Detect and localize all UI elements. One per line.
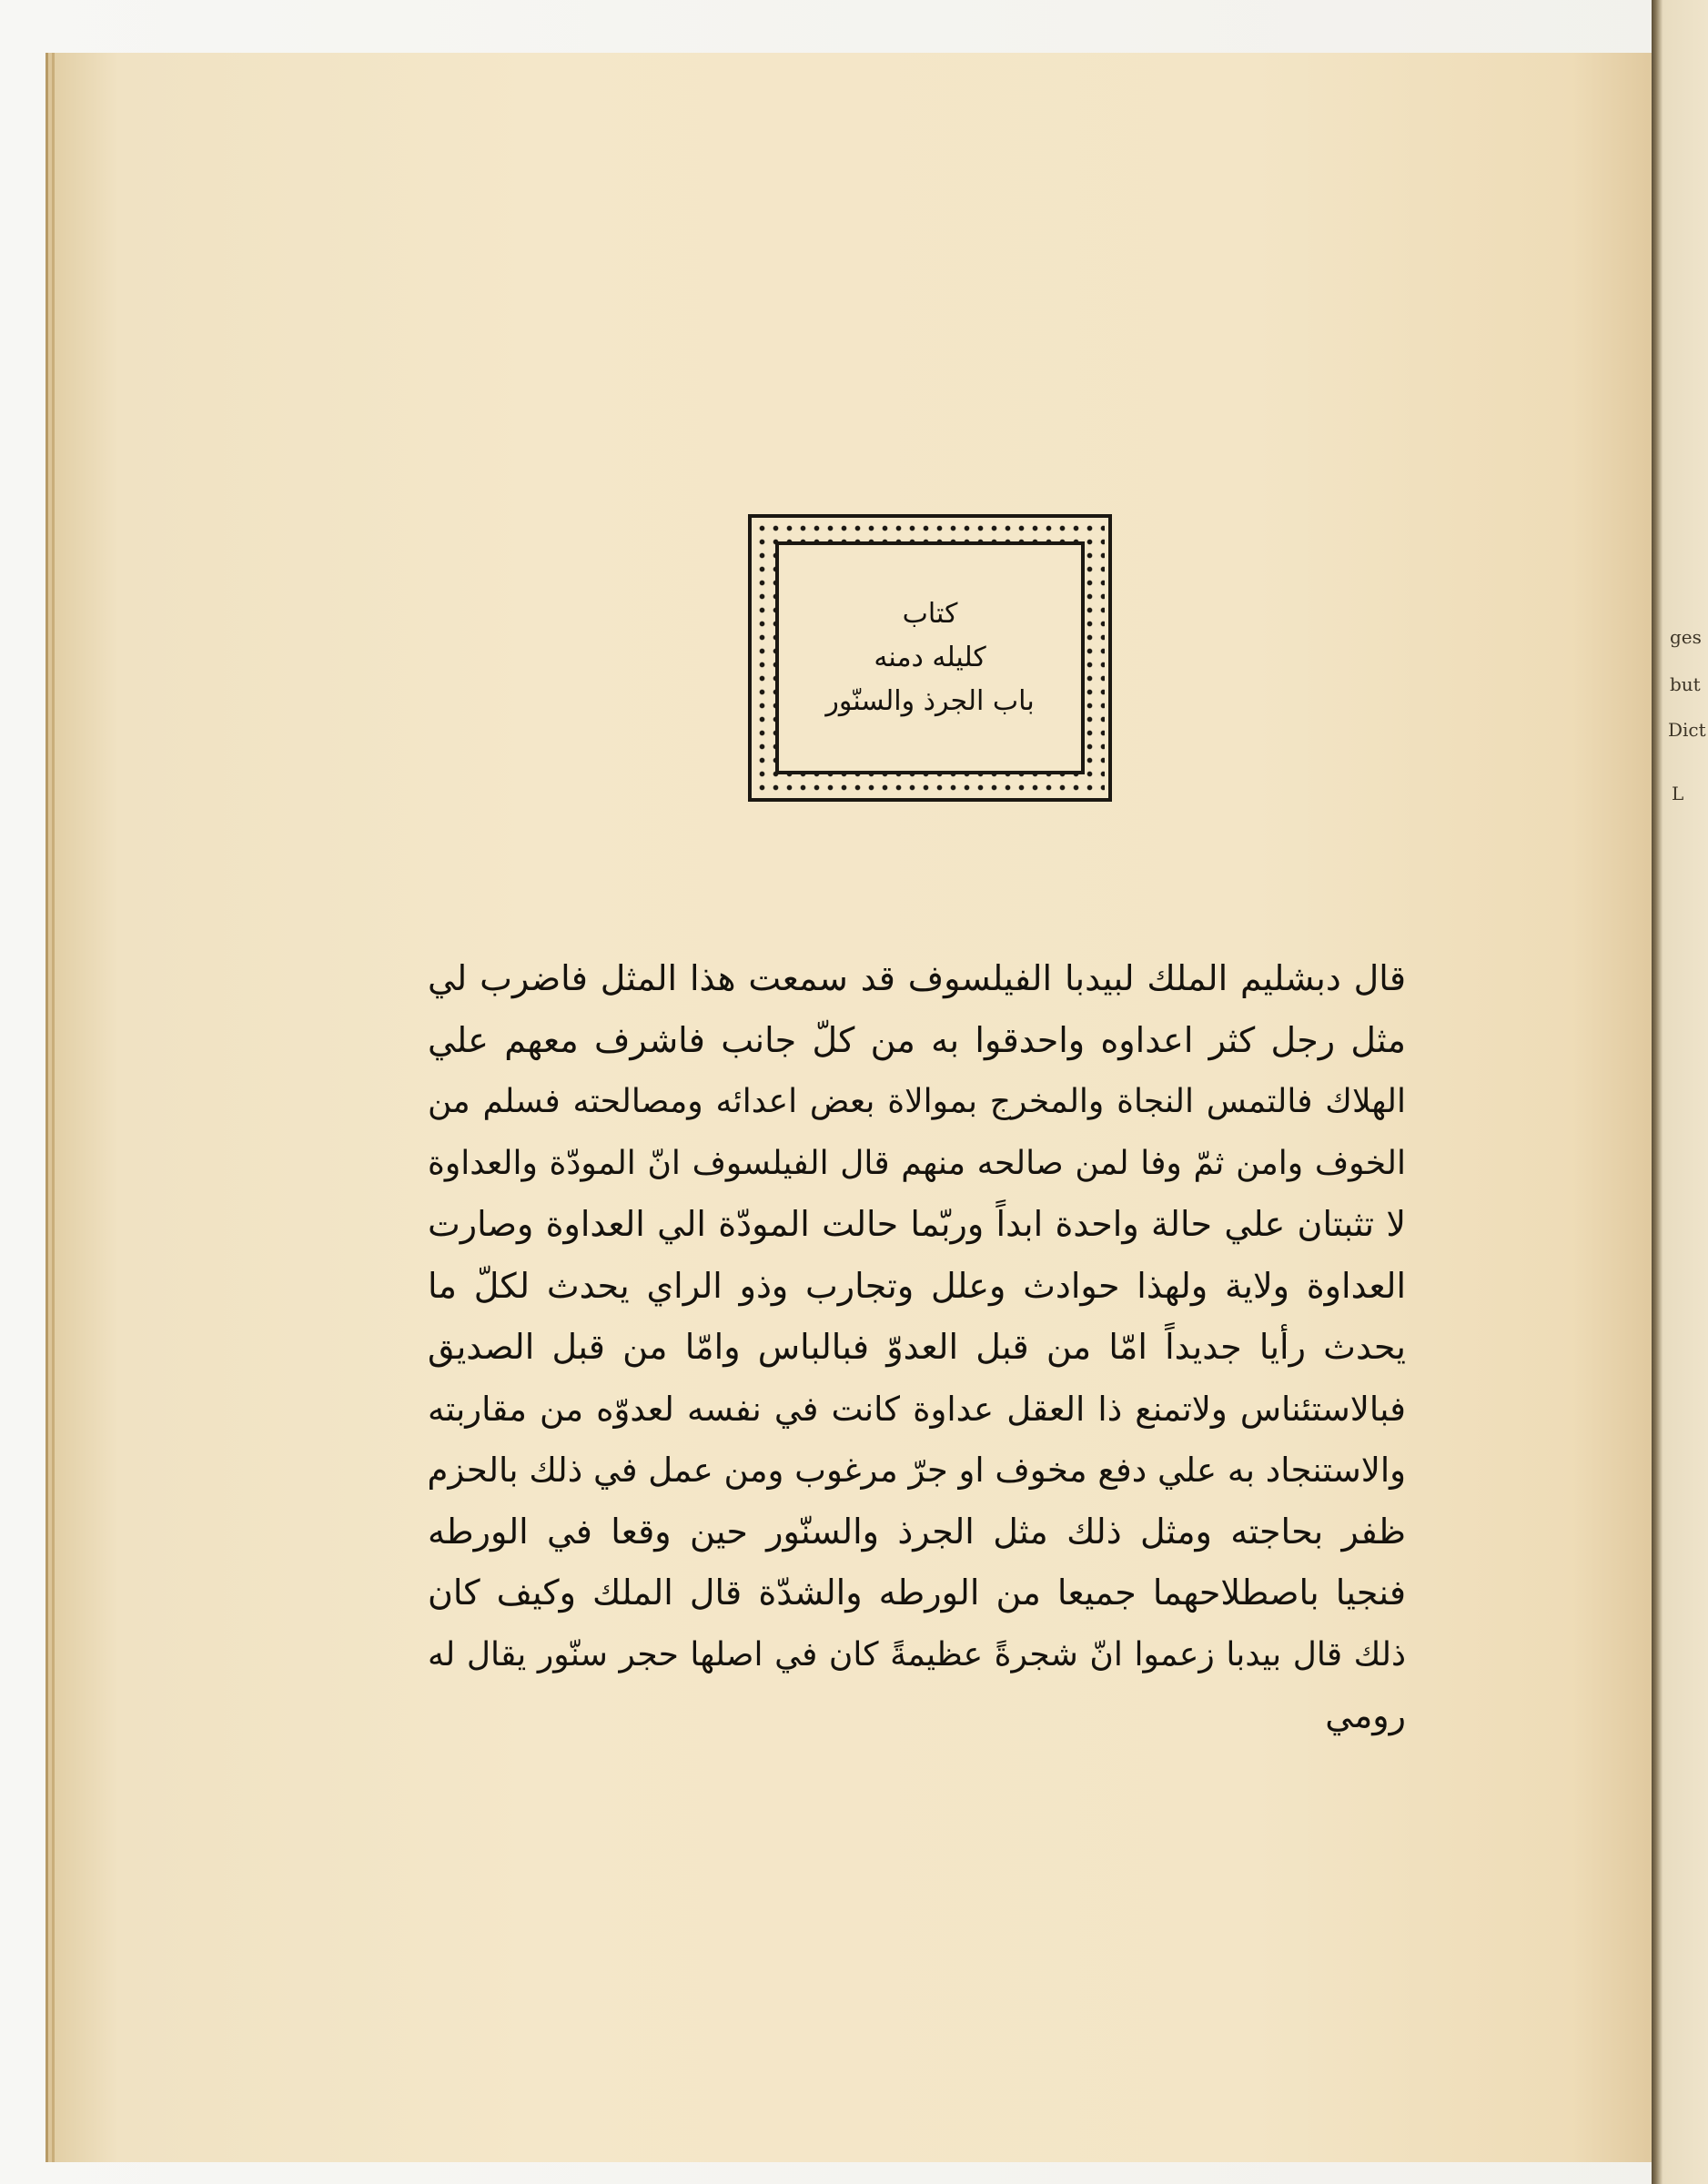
edge-word: L xyxy=(1672,783,1684,804)
edge-word: but xyxy=(1670,673,1701,695)
text-line: لا تثبتان علي حالة واحدة ابداً وربّما حالت المودّة الي العداوة وصارت xyxy=(428,1204,1406,1244)
edge-word: Dict xyxy=(1668,719,1706,741)
adjacent-page-edge xyxy=(1652,0,1708,2184)
text-line: العداوة ولاية ولهذا حوادث وعلل وتجارب وذو الراي يحدث لكلّ ما xyxy=(428,1265,1406,1306)
text-line: يحدث رأيا جديداً امّا من قبل العدوّ فبالباس وامّا من قبل الصديق xyxy=(428,1327,1406,1367)
frame-inner-panel xyxy=(775,541,1085,774)
body-text xyxy=(428,948,1406,1747)
text-line: مثل رجل كثر اعداوه واحدقوا به من كلّ جانب فاشرف معهم علي xyxy=(428,1019,1406,1060)
frame-title: كتاب xyxy=(902,598,958,630)
text-line: ظفر بحاجته ومثل ذلك مثل الجرذ والسنّور حين وقعا في الورطه xyxy=(428,1511,1406,1552)
edge-word: ges xyxy=(1670,626,1702,648)
text-line: قال دبشليم الملك لبيدبا الفيلسوف قد سمعت هذا المثل فاضرب لي xyxy=(428,958,1406,998)
frame-chapter: باب الجرذ والسنّور xyxy=(825,685,1035,717)
text-line: فبالاستئناس ولاتمنع ذا العقل عداوة كانت في نفسه لعدوّه من مقاربته xyxy=(428,1389,1406,1429)
text-line: فنجيا باصطلاحهما جميعا من الورطه والشدّة قال الملك وكيف كان xyxy=(428,1572,1406,1613)
text-line: الخوف وامن ثمّ وفا لمن صالحه منهم قال الفيلسوف انّ المودّة والعداوة xyxy=(428,1144,1406,1182)
text-line: والاستنجاد به علي دفع مخوف او جرّ مرغوب ومن عمل في ذلك بالحزم xyxy=(427,1451,1406,1490)
text-line: ذلك قال بيدبا زعموا انّ شجرةً عظيمةً كان في اصلها حجر سنّور يقال له xyxy=(428,1635,1406,1673)
ornamental-title-frame xyxy=(748,514,1112,802)
text-line: رومي xyxy=(1325,1695,1406,1735)
frame-subtitle: كليله دمنه xyxy=(874,642,986,673)
text-line: الهلاك فالتمس النجاة والمخرج بموالاة بعض اعدائه ومصالحته فسلم من xyxy=(428,1083,1406,1120)
